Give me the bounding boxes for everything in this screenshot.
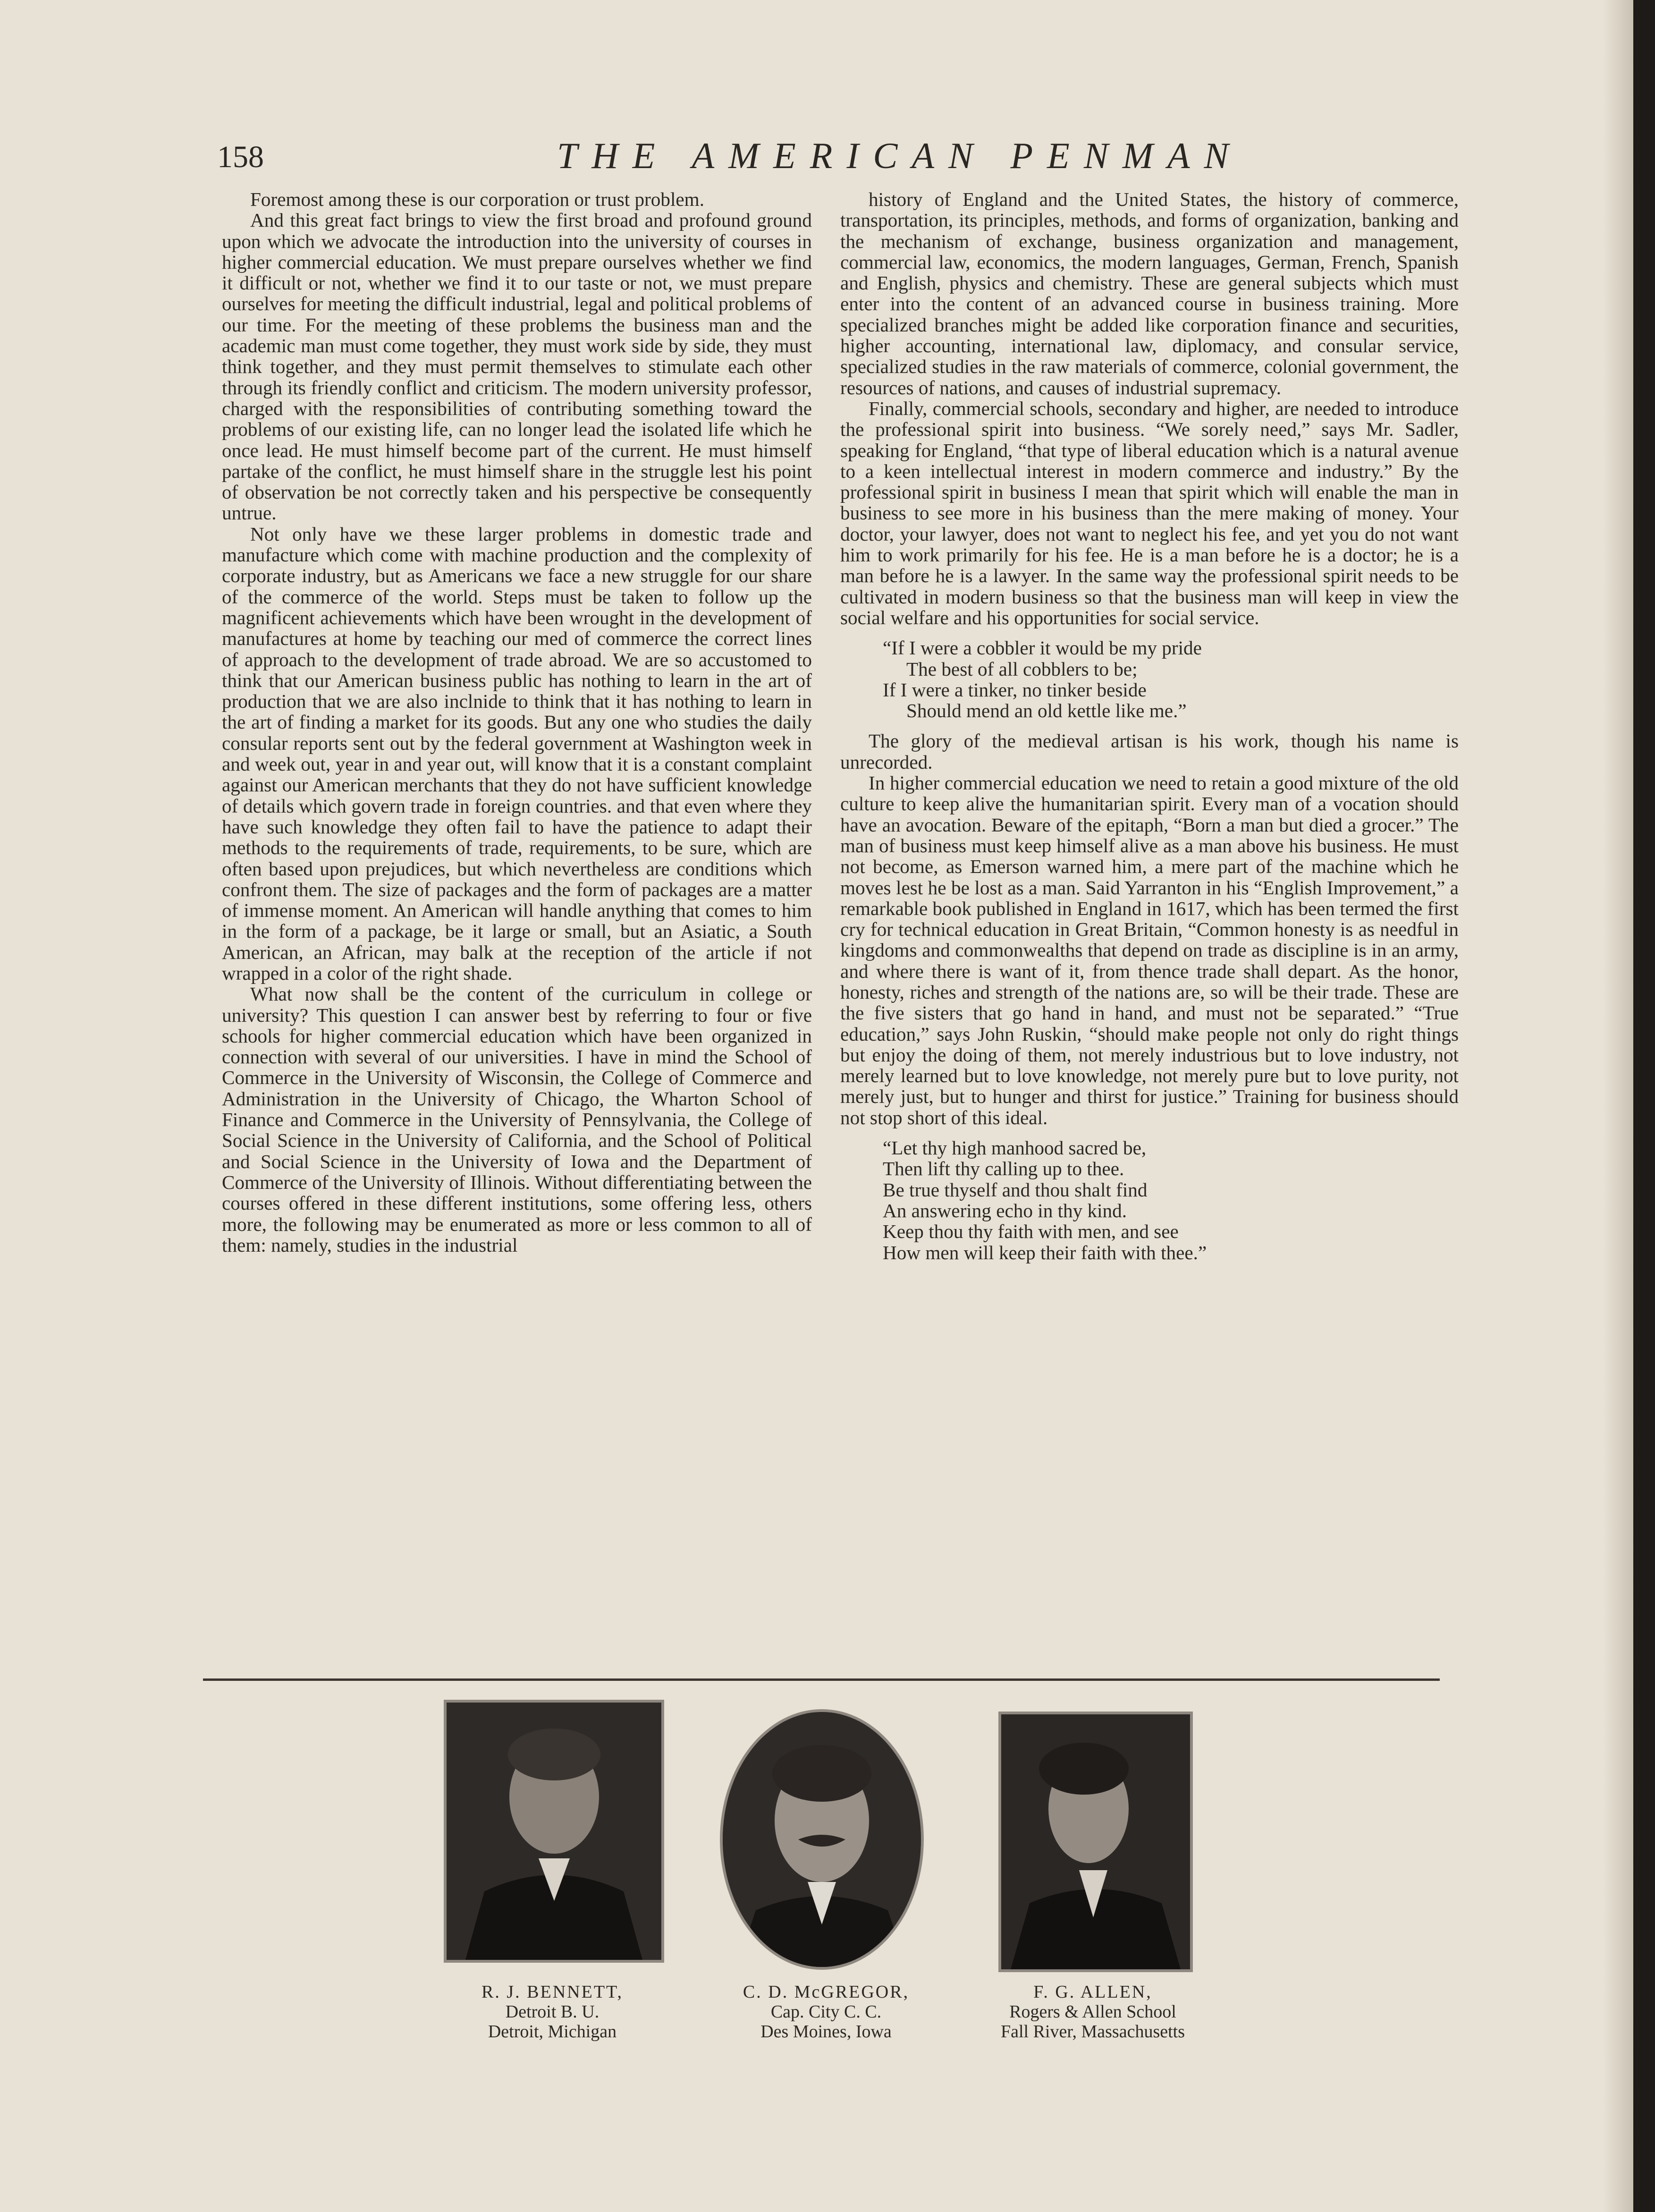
- running-title: THE AMERICAN PENMAN: [557, 135, 1243, 176]
- paragraph: Finally, commercial schools, secondary and higher, are needed to introduce the professional spirit into business. “We sorely need,” says Mr. Sadler, speaking for England, “that type of liberal education which is a natural avenue to a keen intellectual interest in modern commerce and industry.” By the professional spirit in business I mean that spirit which will enable the man in business to see more in his business than the mere making of money. Your doctor, your lawyer, does not want to neglect his fee, and yet you do not want him to work primarily for his fee. He is a man before he is a doctor; he is a man before he is a lawyer. In the same way the professional spirit needs to be cultivated in modern business so that the business man will keep in view the social welfare and his opportunities for social service.: [840, 397, 1459, 628]
- paragraph: What now shall be the content of the curriculum in college or university? This question I can answer best by referring to four or five schools for higher commercial education which have been organized in connection with several of our universities. I have in mind the School of Commerce in the University of Wisconsin, the College of Commerce and Administration in the University of Chicago, the Wharton School of Finance and Commerce in the University of Pennsylvania, the College of Social Science in the University of California, and the School of Political and Social Science in the University of Iowa and the Department of Commerce of the University of Illinois. Without differentiating between the courses offered in these different institutions, some offering less, others more, the following may be enumerated as more or less common to all of them: namely, studies in the industrial: [222, 983, 812, 1256]
- paragraph: Not only have we these larger problems in domestic trade and manufacture which come with machine production and the complexity of corporate industry, but as Americans we face a new struggle for our share of the commerce of the world. Steps must be taken to follow up the magnificent achievements which have been wrought in the development of manufactures at home by teaching our med of commerce the correct lines of approach to the development of trade abroad. We are so accustomed to think that our American business public has nothing to learn in the art of production that we are also inclnide to think that it has nothing to learn in the art of finding a market for its goods. But any one who studies the daily consular reports sent out by the federal government at Washington week in and week out, year in and year out, will know that it is a constant complaint against our American merchants that they do not have sufficient knowledge of details which govern trade in foreign countries. and that even where they have such knowledge they often fail to have the patience to adapt their methods to the requirements of trade, requirements, to be sure, which are often based upon prejudices, but which nevertheless are conditions which confront them. The size of packages and the form of packages are a matter of immense moment. An American will handle anything that comes to him in the form of a package, be it large or small, but an Asiatic, a South American, an African, may balk at the reception of the article if not wrapped in a color of the right shade.: [222, 523, 812, 984]
- page-binding-shadow: [1603, 0, 1633, 2212]
- poem-line: “If I were a cobbler it would be my pride: [883, 637, 1202, 659]
- poem-line: The best of all cobblers to be;: [906, 658, 1138, 680]
- caption-bennett: [420, 1982, 684, 2042]
- caption-allen: [961, 1982, 1225, 2042]
- paragraph: In higher commercial education we need to retain a good mixture of the old culture to keep alive the humanitarian spirit. Every man of a vocation should have an avocation. Beware of the epitaph, “Born a man but died a grocer.” The man of business must keep himself alive as a man above his business. He must not become, as Emerson warned him, a mere part of the machine which he moves lest he be lost as a man. Said Yarranton in his “English Improvement,” a remarkable book published in England in 1617, which has been termed the first cry for technical education in Great Britain, “Common honesty is as needful in kingdoms and commonwealths that depend on trade as discipline is in an army, and where there is want of it, from thence trade shall depart. As the honor, honesty, riches and strength of the nations are, so will be their trade. These are the five sisters that go hand in hand, and must not be separated.” “True education,” says John Ruskin, “should make people not only do right things but enjoy the doing of them, not merely industrious but to love industry, not merely learned but to love knowledge, not merely pure but to love purity, not merely just, but to hunger and thirst for justice.” Training for business should not stop short of this ideal.: [840, 772, 1459, 1128]
- poem-line: How men will keep their faith with thee.”: [883, 1241, 1207, 1263]
- caption-location: Fall River, Massachusetts: [1000, 2022, 1185, 2042]
- scan-edge: [1633, 0, 1655, 2212]
- horizontal-rule: [203, 1678, 1440, 1681]
- caption-name: F. G. ALLEN,: [1033, 1982, 1152, 2002]
- page-number: 158: [217, 140, 264, 174]
- paragraph: history of England and the United States, the history of commerce, transportation, its principles, methods, and forms of organization, banking and the mechanism of exchange, business organization and management, commercial law, economics, the modern languages, German, French, Spanish and English, physics and chemistry. These are general subjects which must enter into the content of an advanced course in business training. More specialized branches might be added like corporation finance and securities, higher accounting, international law, diplomacy, and consular service, specialized studies in the raw materials of commerce, colonial government, the resources of nations, and causes of industrial supremacy.: [840, 188, 1459, 398]
- caption-location: Detroit, Michigan: [488, 2022, 617, 2042]
- right-column: [840, 189, 1459, 1272]
- poem-line: An answering echo in thy kind.: [883, 1199, 1127, 1221]
- paragraph: The glory of the medieval artisan is his work, though his name is unrecorded.: [840, 730, 1459, 773]
- poem-line: Be true thyself and thou shalt find: [883, 1178, 1148, 1201]
- poem-line: Keep thou thy faith with men, and see: [883, 1220, 1179, 1243]
- poem-line: “Let thy high manhood sacred be,: [883, 1137, 1147, 1159]
- poem-line: Then lift thy calling up to thee.: [883, 1158, 1124, 1180]
- portrait-bennett: [444, 1700, 664, 1963]
- caption-name: C. D. McGREGOR,: [743, 1982, 910, 2002]
- left-column: [222, 189, 812, 1255]
- caption-school: Detroit B. U.: [505, 2002, 600, 2022]
- page-header: [217, 135, 1501, 186]
- caption-mcgregor: [694, 1982, 958, 2042]
- poem-manhood: [883, 1137, 1459, 1263]
- caption-location: Des Moines, Iowa: [760, 2022, 892, 2042]
- portrait-mcgregor: [720, 1709, 924, 1970]
- caption-school: Rogers & Allen School: [1009, 2002, 1176, 2022]
- caption-school: Cap. City C. C.: [770, 2002, 882, 2022]
- poem-line: Should mend an old kettle like me.”: [906, 700, 1187, 722]
- poem-cobbler: [883, 637, 1459, 721]
- paragraph: And this great fact brings to view the first broad and profound ground upon which we advocate the introduction into the university of courses in higher commercial education. We must prepare ourselves whether we find it difficult or not, whether we find it to our taste or not, we must prepare ourselves for meeting the difficult industrial, legal and political problems of our time. For the meeting of these problems the business man and the academic man must come together, they must work side by side, they must think together, and they must permit themselves to stimulate each other through its friendly conflict and criticism. The modern university professor, charged with the responsibilities of contributing something toward the problems of our existing life, can no longer lead the isolated life which he once lead. He must himself become part of the current. He must himself partake of the conflict, he must himself share in the struggle lest his point of observation be not correctly taken and his perspective be consequently untrue.: [222, 209, 812, 524]
- paragraph: Foremost among these is our corporation or trust problem.: [250, 188, 705, 210]
- caption-name: R. J. BENNETT,: [481, 1982, 623, 2002]
- portrait-allen: [998, 1712, 1193, 1972]
- poem-line: If I were a tinker, no tinker beside: [883, 678, 1147, 701]
